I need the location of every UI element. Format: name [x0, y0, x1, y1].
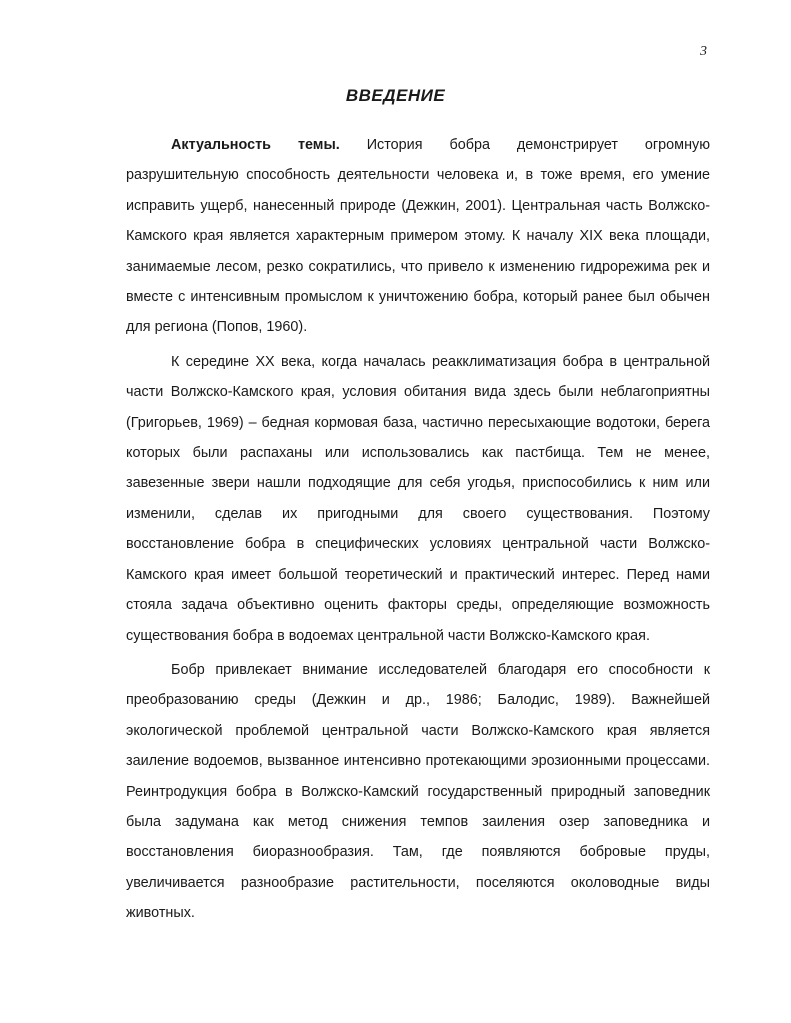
- paragraph-relevance: [126, 130, 710, 343]
- paragraph-text: К середине XX века, когда началась реакклиматизация бобра в центральной части Волжско-Камского края, условия обитания вида здесь были неблагоприятны (Григорьев, 1969) – бедная кормовая база, частично пересыхающие водотоки, берега которых были распаханы или использовались как пастбища. Тем не менее, завезенные звери нашли подходящие для себя угодья, приспособились к ним или изменили, сделав их пригодными для своего существования. Поэтому восстановление бобра в специфических условиях центральной части Волжско-Камского края имеет большой теоретический и практический интерес. Перед нами стояла задача объективно оценить факторы среды, определяющие возможность существования бобра в водоемах центральной части Волжско-Камского края.: [126, 353, 710, 644]
- paragraph-ecology: [126, 655, 710, 929]
- page-number: 3: [700, 44, 707, 59]
- paragraph-text: История бобра демонстрирует огромную разрушительную способность деятельности человека и, в тоже время, его умение исправить ущерб, нанесенный природе (Дежкин, 2001). Центральная часть Волжско-Камского края является характерным примером этому. К началу XIX века площади, занимаемые лесом, резко сократились, что привело к изменению гидрорежима рек и вместе с интенсивным промыслом к уничтожению бобра, который ранее был обычен для региона (Попов, 1960).: [126, 137, 711, 336]
- paragraph-text: Бобр привлекает внимание исследователей благодаря его способности к преобразованию среды (Дежкин и др., 1986; Балодис, 1989). Важнейшей экологической проблемой центральной части Волжско-Камского края является заиление водоемов, вызванное интенсивно протекающими эрозионными процессами. Реинтродукция бобра в Волжско-Камский государственный природный заповедник была задумана как метод снижения темпов заиления озер заповедника и восстановления биоразнообразия. Там, где появляются бобровые пруды, увеличивается разнообразие растительности, поселяются околоводные виды животных.: [126, 661, 710, 922]
- paragraph-history: [126, 347, 710, 651]
- body-text: [126, 130, 710, 933]
- paragraph-label: Актуальность темы.: [171, 137, 340, 153]
- section-title: ВВЕДЕНИЕ: [345, 86, 446, 105]
